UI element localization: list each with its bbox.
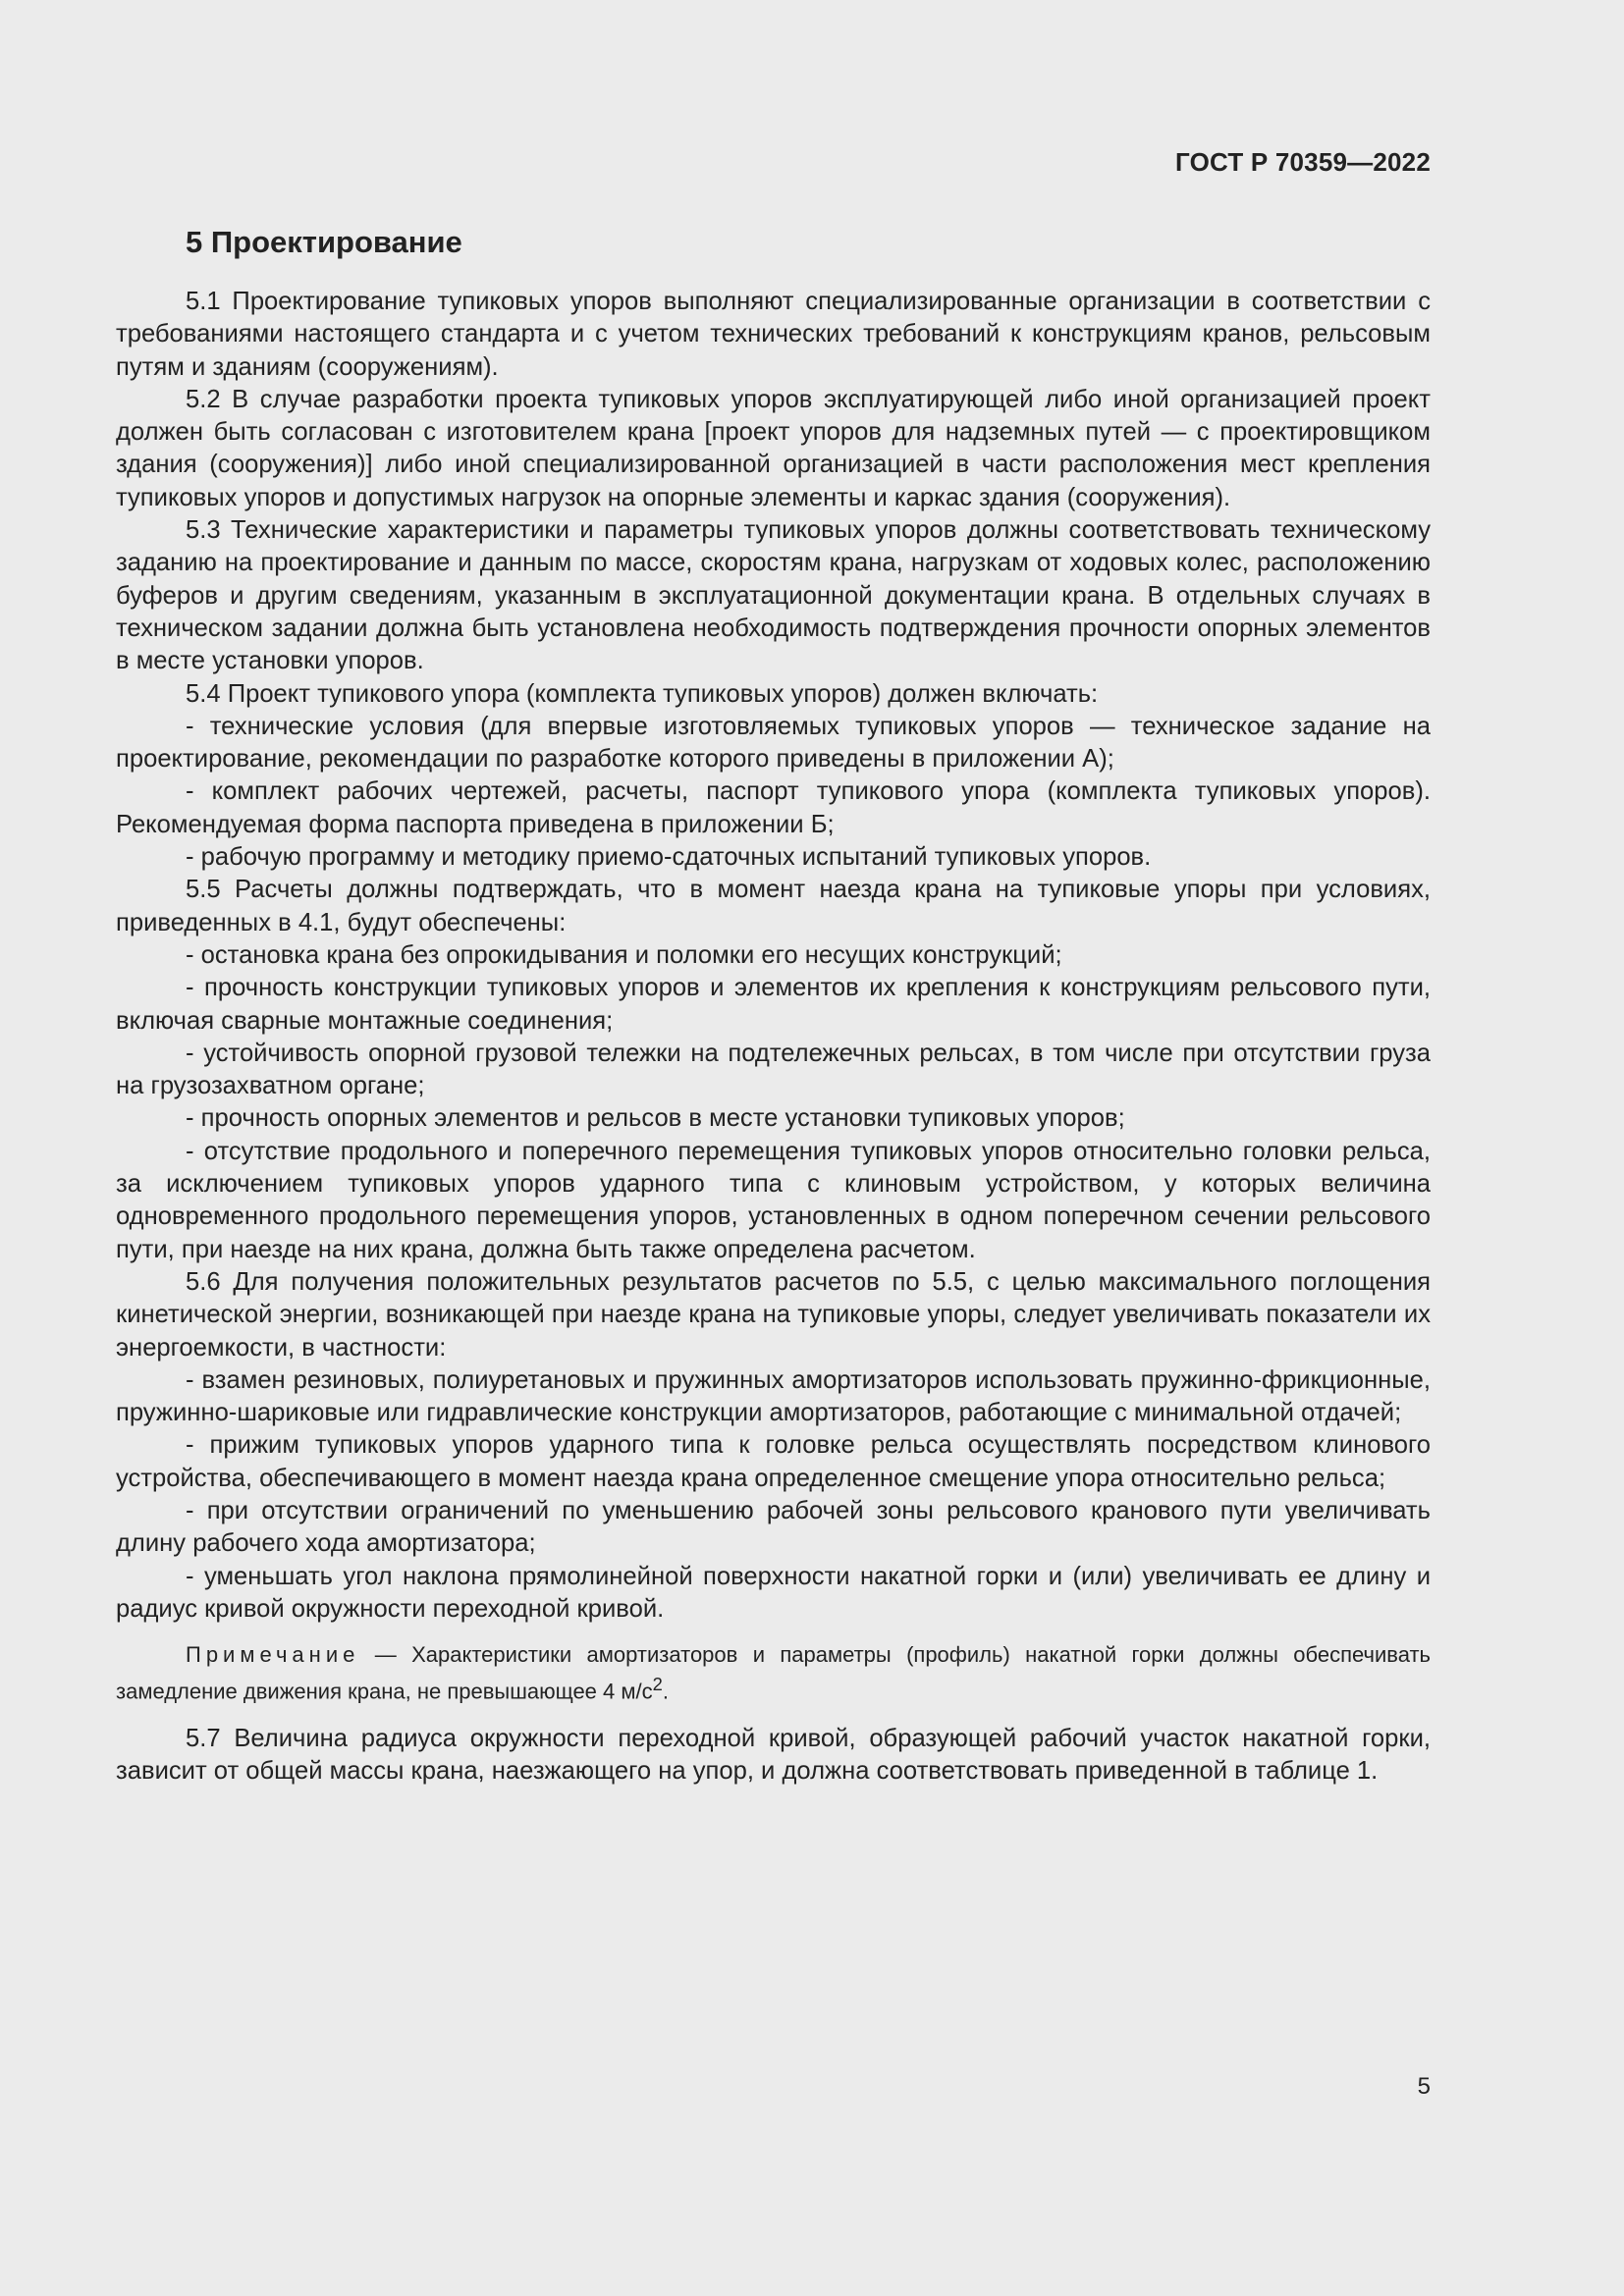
paragraph-5-5: 5.5 Расчеты должны подтверждать, что в момент наезда крана на тупиковые упоры при условиях, приведенных в 4.1, будут обеспечены: [116,876,1431,936]
list-item: - остановка крана без опрокидывания и поломки его несущих конструкций; [186,940,1062,969]
paragraph-5-7: 5.7 Величина радиуса окружности переходной кривой, образующей рабочий участок накатной горки, зависит от общей массы крана, наезжающего на упор, и должна соответствовать приведенной в таблице 1. [116,1724,1431,1785]
note-dash: — [359,1642,412,1668]
paragraph-5-1: 5.1 Проектирование тупиковых упоров выполняют специализированные организации в соответствии с требованиями настоящего стандарта и с учетом технических требований к конструкциям кранов, рельсовым путям и зданиям (сооружениям). [116,288,1431,381]
list-item: - уменьшать угол наклона прямолинейной поверхности накатной горки и (или) увеличивать ее длину и радиус кривой окружности переходной кривой. [116,1562,1431,1623]
note [116,1640,1431,1706]
list-item: - технические условия (для впервые изготовляемых тупиковых упоров — техническое задание на проектирование, рекомендации по разработке которого приведены в приложении А); [116,712,1431,774]
section-title: 5 Проектирование [186,225,462,259]
list-item: - устойчивость опорной грузовой тележки на подтележечных рельсах, в том числе при отсутствии груза на грузозахватном органе; [116,1039,1431,1100]
list-item: - при отсутствии ограничений по уменьшению рабочей зоны рельсового кранового пути увеличивать длину рабочего хода амортизатора; [116,1496,1431,1558]
document-page [116,0,1431,2296]
section-body [116,286,1431,1788]
note-end: . [662,1679,669,1704]
paragraph-5-3: 5.3 Технические характеристики и параметры тупиковых упоров должны соответствовать техническому заданию на проектирование и данным по массе, скоростям крана, нагрузкам от ходовых колес, расположению буферов и другим сведениям, указанным в эксплуатационной документации крана. В отдельных случаях в техническом задании должна быть установлена необходимость подтверждения прочности опорных элементов в месте установки упоров. [116,516,1431,675]
paragraph-5-2: 5.2 В случае разработки проекта тупиковых упоров эксплуатирующей либо иной организацией проект должен быть согласован с изготовителем крана [проект упоров для надземных путей — с проектировщиком здания (сооружения)] либо иной специализированной организацией в части расположения мест крепления тупиковых упоров и допустимых нагрузок на опорные элементы и каркас здания (сооружения). [116,385,1431,511]
list-item: - взамен резиновых, полиуретановых и пружинных амортизаторов использовать пружинно-фрикционные, пружинно-шариковые или гидравлические конструкции амортизаторов, работающие с минимальной отдачей; [116,1365,1431,1427]
note-text: Характеристики амортизаторов и параметры (профиль) накатной горки должны обеспечивать замедление движения крана, не превышающее 4 м/с [116,1642,1431,1704]
list-item: - прижим тупиковых упоров ударного типа к головке рельса осуществлять посредством клинового устройства, обеспечивающего в момент наезда крана определенное смещение упора относительно рельса; [116,1431,1431,1492]
list-item: - комплект рабочих чертежей, расчеты, паспорт тупикового упора (комплекта тупиковых упоров). Рекомендуемая форма паспорта приведена в приложении Б; [116,777,1431,838]
paragraph-5-4: 5.4 Проект тупикового упора (комплекта тупиковых упоров) должен включать: [186,679,1099,708]
list-item: - рабочую программу и методику приемо-сдаточных испытаний тупиковых упоров. [186,843,1152,872]
note-superscript: 2 [652,1674,663,1695]
page-number: 5 [1417,2073,1431,2100]
paragraph-5-6: 5.6 Для получения положительных результатов расчетов по 5.5, с целью максимального поглощения кинетической энергии, возникающей при наезде крана на тупиковые упоры, следует увеличивать показатели их энергоемкости, в частности: [116,1267,1431,1362]
list-item: - отсутствие продольного и поперечного перемещения тупиковых упоров относительно головки рельса, за исключением тупиковых упоров ударного типа с клиновым устройством, у которых величина одновременного продольного перемещения упоров, установленных в одном поперечном сечении рельсового пути, при наезде на них крана, должна быть также определена расчетом. [116,1137,1431,1263]
note-label: Примечание [186,1642,360,1668]
list-item: - прочность опорных элементов и рельсов в месте установки тупиковых упоров; [186,1104,1125,1133]
document-header: ГОСТ Р 70359—2022 [1175,147,1431,177]
list-item: - прочность конструкции тупиковых упоров и элементов их крепления к конструкциям рельсового пути, включая сварные монтажные соединения; [116,974,1431,1035]
